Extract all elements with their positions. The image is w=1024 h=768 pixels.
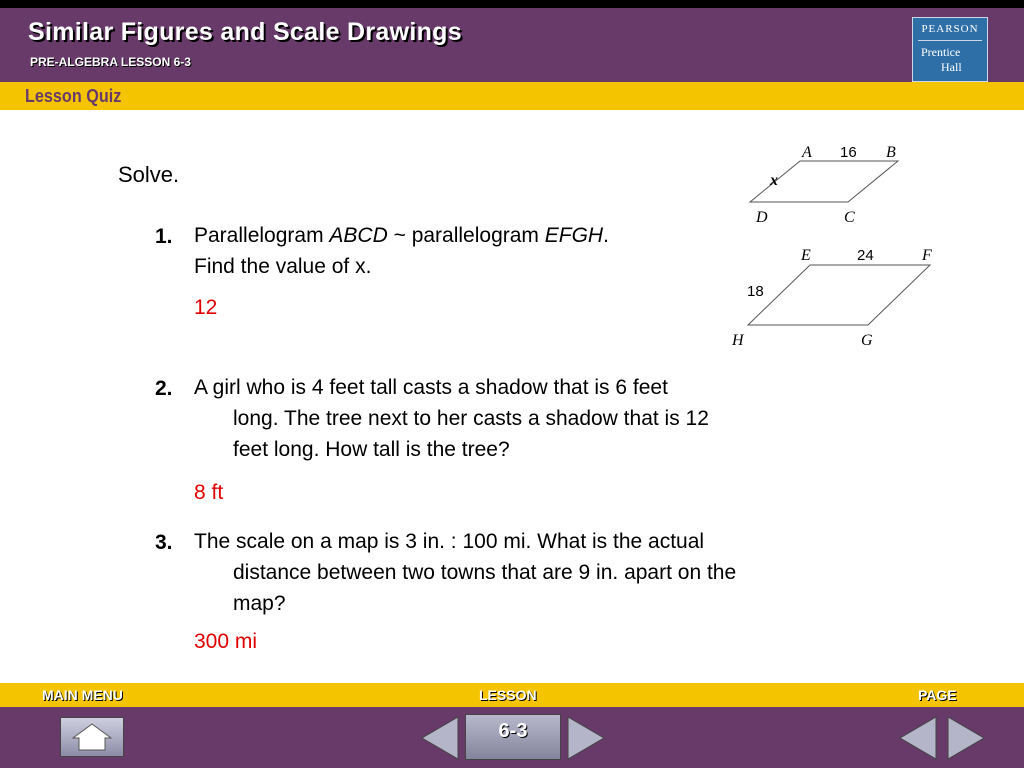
- q2-line1: A girl who is 4 feet tall casts a shadow that is 6 feet: [194, 376, 668, 399]
- pearson-logo: [912, 17, 988, 82]
- lesson-next-button[interactable]: [566, 715, 606, 761]
- question-1-answer: 12: [194, 296, 218, 319]
- question-2-answer: 8 ft: [194, 481, 224, 504]
- label-24: 24: [857, 247, 874, 264]
- label-d: D: [756, 209, 768, 226]
- logo-hall-text: Hall: [941, 60, 962, 74]
- q1-efgh: EFGH: [544, 224, 604, 247]
- label-a: A: [802, 144, 812, 161]
- main-menu-label: MAIN MENU: [42, 687, 123, 703]
- question-1-text: [194, 220, 609, 282]
- label-18: 18: [747, 283, 764, 300]
- label-f: F: [922, 247, 932, 264]
- section-label: Lesson Quiz: [25, 86, 122, 106]
- quiz-content: [0, 110, 1024, 683]
- parallelogram-figure: [724, 138, 954, 350]
- label-g: G: [861, 332, 873, 349]
- question-3-answer: 300 mi: [194, 630, 258, 653]
- question-3-text: [194, 526, 736, 619]
- question-2-text: [194, 372, 709, 465]
- label-e: E: [801, 247, 811, 264]
- q3-line2: distance between two towns that are 9 in. apart on the: [233, 561, 737, 584]
- logo-pearson-text: PEARSON: [921, 23, 979, 35]
- page-previous-button[interactable]: [898, 715, 938, 761]
- q1-abcd: ABCD: [329, 224, 388, 247]
- question-1-number: 1.: [155, 225, 173, 248]
- arrow-left-icon: [900, 717, 936, 759]
- parallelogram-efgh: [748, 265, 930, 325]
- logo-prentice-text: Prentice: [921, 45, 961, 59]
- q2-line2: long. The tree next to her casts a shadow that is 12: [233, 407, 709, 430]
- q1-part-a: Parallelogram: [194, 224, 330, 247]
- lesson-label: LESSON: [479, 687, 537, 703]
- main-menu-home-button[interactable]: [60, 717, 124, 757]
- logo-divider: [918, 40, 982, 41]
- label-c: C: [844, 209, 855, 226]
- arrow-right-icon: [948, 717, 984, 759]
- arrow-left-icon: [422, 717, 458, 759]
- header: [0, 8, 1024, 82]
- instruction: Solve.: [118, 162, 180, 187]
- lesson-previous-button[interactable]: [420, 715, 460, 761]
- lesson-subtitle: PRE-ALGEBRA LESSON 6-3: [30, 55, 191, 69]
- top-black-bar: [0, 0, 1024, 8]
- label-16: 16: [840, 144, 857, 161]
- label-h: H: [732, 332, 744, 349]
- label-x: x: [770, 172, 778, 189]
- footer-nav: [0, 707, 1024, 768]
- label-b: B: [886, 144, 896, 161]
- page-label: PAGE: [918, 687, 957, 703]
- question-3-number: 3.: [155, 531, 173, 554]
- page-title: Similar Figures and Scale Drawings: [28, 18, 462, 46]
- q1-part-e: .: [603, 224, 609, 247]
- q2-line3: feet long. How tall is the tree?: [233, 438, 510, 461]
- q3-line3: map?: [233, 592, 286, 615]
- q3-line1: The scale on a map is 3 in. : 100 mi. What is the actual: [194, 530, 705, 553]
- home-icon: [61, 718, 123, 756]
- footer-label-strip: [0, 683, 1024, 707]
- arrow-right-icon: [568, 717, 604, 759]
- page-next-button[interactable]: [946, 715, 986, 761]
- lesson-number-box: [465, 714, 561, 760]
- section-bar: [0, 82, 1024, 110]
- q1-line2: Find the value of x.: [194, 255, 372, 278]
- lesson-number: 6-3: [498, 720, 528, 742]
- q1-part-c: ~ parallelogram: [387, 224, 545, 247]
- question-2-number: 2.: [155, 377, 173, 400]
